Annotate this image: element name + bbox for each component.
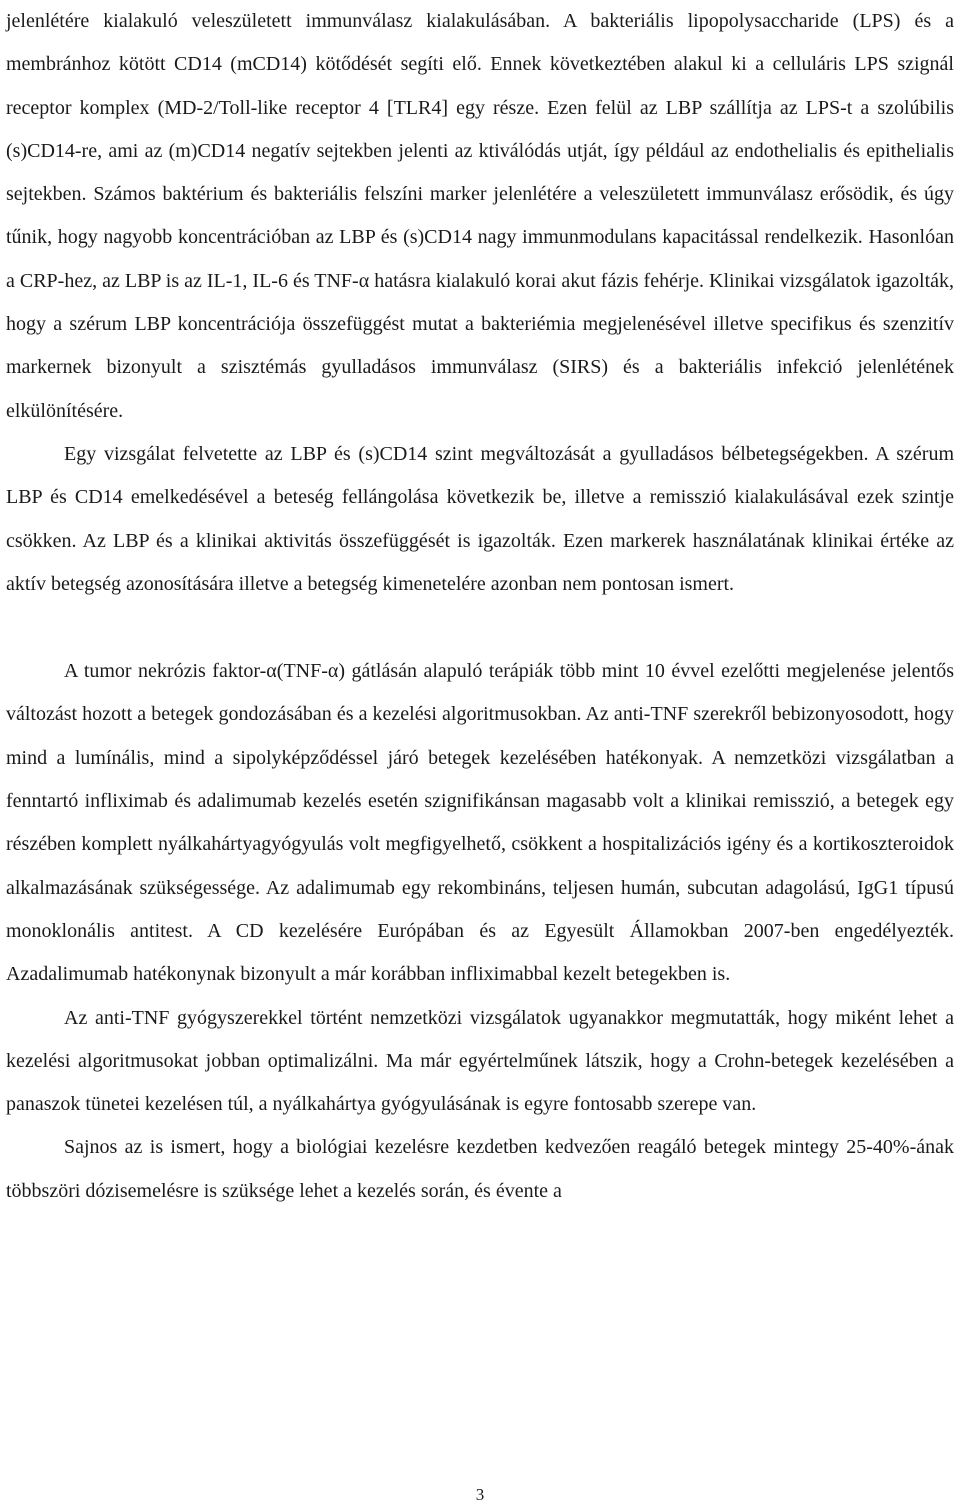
paragraph-lbp-intro: jelenlétére kialakuló veleszületett immunválasz kialakulásában. A bakteriális lipopolysaccharide (LPS) és a membránhoz kötött CD14 (mCD14) kötődését segíti elő. Ennek következtében alakul ki a celluláris LPS szignál receptor komplex (MD-2/Toll-like receptor 4 [TLR4] egy része. Ezen felül az LBP szállítja az LPS-t a szolúbilis (s)CD14-re, ami az (m)CD14 negatív sejtekben jelenti az ktiválódás utját, így például az endothelialis és epithelialis sejtekben. Számos baktérium és bakteriális felszíni marker jelenlétére a veleszületett immunválasz erősödik, és úgy tűnik, hogy nagyobb koncentrációban az LBP és (s)CD14 nagy immunmodulans kapacitással rendelkezik. Hasonlóan a CRP-hez, az LBP is az IL-1, IL-6 és TNF-α hatásra kialakuló korai akut fázis fehérje. Klinikai vizsgálatok igazolták, hogy a szérum LBP koncentrációja összefüggést mutat a bakteriémia megjelenésével illetve specifikus és szenzitív markernek bizonyult a szisztémás gyulladásos immunválasz (SIRS) és a bakteriális infekció jelenlétének elkülönítésére.	[6, 10, 954, 422]
page-number: 3	[475, 1485, 485, 1504]
paragraph-lbp-ibd: Egy vizsgálat felvetette az LBP és (s)CD14 szint megváltozását a gyulladásos bélbetegségekben. A szérum LBP és CD14 emelkedésével a beteség fellángolása következik be, illetve a remisszió kialakulásával ezek szintje csökken. Az LBP és a klinikai aktivitás összefüggését is igazolták. Ezen markerek használatának klinikai értéke az aktív betegség azonosítására illetve a betegség kimenetelére azonban nem pontosan ismert.	[6, 442, 954, 595]
paragraph-anti-tnf: A tumor nekrózis faktor-α(TNF-α) gátlásán alapuló terápiák több mint 10 évvel ezelőtti megjelenése jelentős változást hozott a betegek gondozásában és a kezelési algoritmusokban. Az anti-TNF szerekről bebizonyosodott, hogy mind a lumínális, mind a sipolyképződéssel járó betegek kezelésében hatékonyak. A nemzetközi vizsgálatban a fenntartó infliximab és adalimumab kezelés esetén szignifikánsan magasabb volt a klinikai remisszió, a betegek egy részében komplett nyálkahártyagyógyulás volt megfigyelhető, csökkent a hospitalizációs igény és a kortikoszteroidok alkalmazásának szükségessége. Az adalimumab egy rekombináns, teljesen humán, subcutan adagolású, IgG1 típusú monoklonális antitest. A CD kezelésére Európában és az Egyesült Államokban 2007-ben engedélyezték. Azadalimumab hatékonynak bizonyult a már korábban infliximabbal kezelt betegekben is.	[6, 660, 954, 986]
paragraph-algorithms: Az anti-TNF gyógyszerekkel történt nemzetközi vizsgálatok ugyanakkor megmutatták, hogy miként lehet a kezelési algoritmusokat jobban optimalizálni. Ma már egyértelműnek látszik, hogy a Crohn-betegek kezelésében a panaszok tünetei kezelésen túl, a nyálkahártya gyógyulásának is egyre fontosabb szerepe van.	[6, 1006, 954, 1116]
document-page	[6, 0, 954, 1213]
paragraph-gap	[6, 606, 954, 650]
paragraph-dose-escalation: Sajnos az is ismert, hogy a biológiai kezelésre kezdetben kedvezően reagáló betegek mintegy 25-40%-ának többszöri dózisemelésre is szüksége lehet a kezelés során, és évente a	[6, 1136, 954, 1202]
